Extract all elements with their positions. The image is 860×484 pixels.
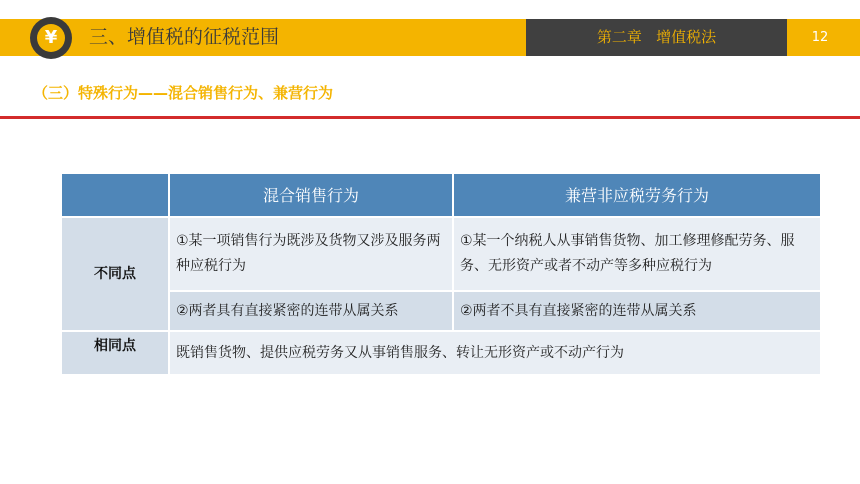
comparison-table (60, 172, 822, 376)
page-number: 12 (811, 30, 829, 45)
yuan-logo-icon (30, 17, 72, 59)
slide-subtitle: （三）特殊行为——混合销售行为、兼营行为 (33, 84, 334, 102)
table-cell: ②两者具有直接紧密的连带从属关系 (169, 291, 453, 331)
row-label-similarity: 相同点 (61, 331, 169, 375)
table-header-mixed-sales: 混合销售行为 (169, 173, 453, 217)
table-header-empty (61, 173, 169, 217)
table-cell: ①某一个纳税人从事销售货物、加工修理修配劳务、服务、无形资产或者不动产等多种应税行为 (453, 217, 821, 291)
divider-line (0, 116, 860, 119)
row-label-differences: 不同点 (61, 217, 169, 331)
table-row (61, 331, 821, 375)
yuan-symbol: ¥ (37, 24, 65, 52)
table-header-concurrent: 兼营非应税劳务行为 (453, 173, 821, 217)
table-header-row (61, 173, 821, 217)
table-cell: ①某一项销售行为既涉及货物又涉及服务两种应税行为 (169, 217, 453, 291)
table-cell: ②两者不具有直接紧密的连带从属关系 (453, 291, 821, 331)
table-row (61, 291, 821, 331)
table-cell: 既销售货物、提供应税劳务又从事销售服务、转让无形资产或不动产行为 (169, 331, 821, 375)
chapter-label: 第二章 增值税法 (526, 19, 787, 56)
table-row (61, 217, 821, 291)
section-title: 三、增值税的征税范围 (89, 26, 280, 48)
